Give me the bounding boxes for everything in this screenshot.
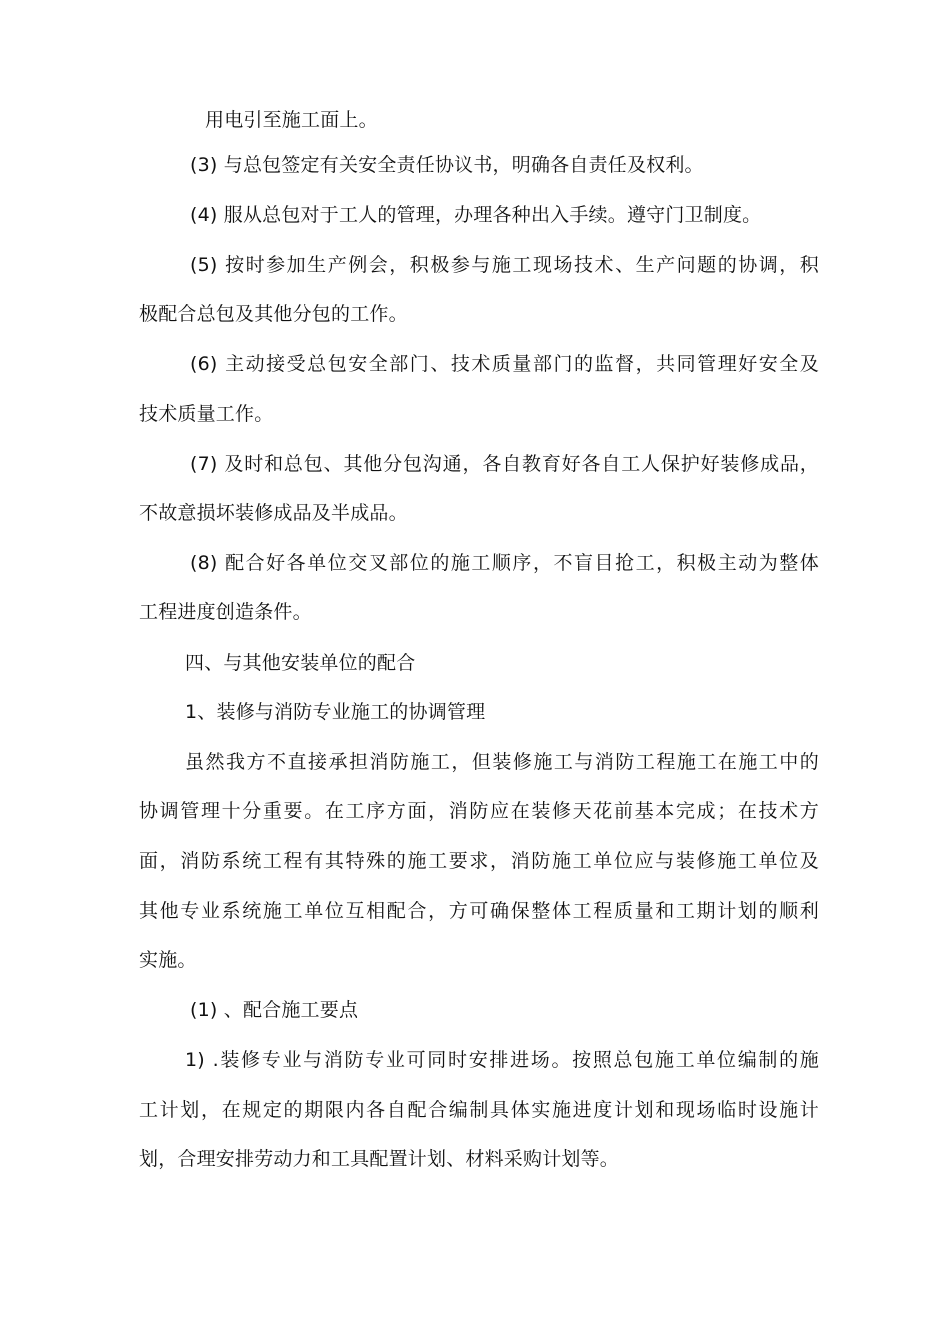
- text-line: (3) 与总包签定有关安全责任协议书，明确各自责任及权利。: [190, 154, 704, 176]
- text-line: (7) 及时和总包、其他分包沟通，各自教育好各自工人保护好装修成品，: [190, 453, 819, 475]
- text-line: 用电引至施工面上。: [205, 109, 378, 131]
- text-line: 1) .装修专业与消防专业可同时安排进场。按照总包施工单位编制的施: [185, 1049, 819, 1071]
- text-line: 技术质量工作。: [139, 403, 274, 425]
- text-line: 工程进度创造条件。: [139, 601, 312, 623]
- text-line: 极配合总包及其他分包的工作。: [139, 303, 408, 325]
- text-line: 面，消防系统工程有其特殊的施工要求，消防施工单位应与装修施工单位及: [139, 850, 819, 872]
- text-line: (8) 配合好各单位交叉部位的施工顺序，不盲目抢工，积极主动为整体: [190, 552, 819, 574]
- text-line: (6) 主动接受总包安全部门、技术质量部门的监督，共同管理好安全及: [190, 353, 819, 375]
- text-line: 工计划，在规定的期限内各自配合编制具体实施进度计划和现场临时设施计: [139, 1099, 819, 1121]
- text-line: 划，合理安排劳动力和工具配置计划、材料采购计划等。: [139, 1148, 620, 1170]
- item-heading: (1) 、配合施工要点: [190, 999, 359, 1021]
- section-heading: 四、与其他安装单位的配合: [185, 652, 416, 674]
- text-line: (4) 服从总包对于工人的管理，办理各种出入手续。遵守门卫制度。: [190, 204, 762, 226]
- text-line: 虽然我方不直接承担消防施工，但装修施工与消防工程施工在施工中的: [185, 751, 819, 773]
- text-line: 其他专业系统施工单位互相配合，方可确保整体工程质量和工期计划的顺利: [139, 900, 819, 922]
- text-line: 协调管理十分重要。在工序方面，消防应在装修天花前基本完成；在技术方: [139, 800, 819, 822]
- subsection-heading: 1、装修与消防专业施工的协调管理: [185, 701, 486, 723]
- text-line: 实施。: [139, 949, 197, 971]
- text-line: (5) 按时参加生产例会，积极参与施工现场技术、生产问题的协调，积: [190, 254, 819, 276]
- text-line: 不故意损坏装修成品及半成品。: [139, 502, 408, 524]
